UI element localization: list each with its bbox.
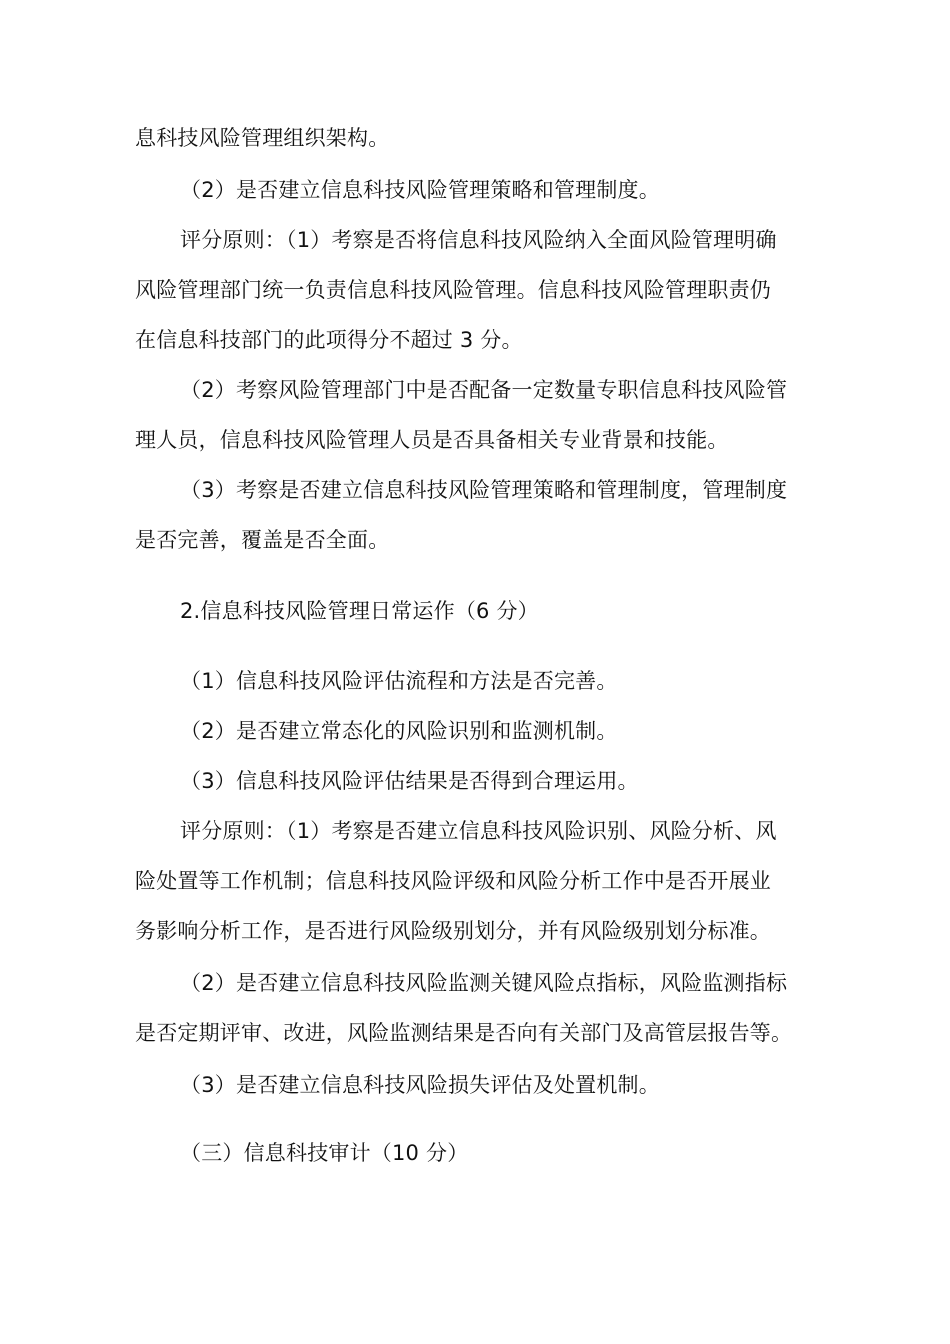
- paragraph-line: 风险管理部门统一负责信息科技风险管理。信息科技风险管理职责仍: [135, 278, 771, 302]
- paragraph-line: 评分原则：（1）考察是否将信息科技风险纳入全面风险管理明确: [180, 228, 777, 252]
- list-item: （1）信息科技风险评估流程和方法是否完善。: [180, 669, 618, 693]
- section-heading: （三）信息科技审计（10 分）: [180, 1141, 469, 1165]
- paragraph-line: 在信息科技部门的此项得分不超过 3 分。: [135, 328, 523, 352]
- section-heading: 2.信息科技风险管理日常运作（6 分）: [180, 599, 539, 623]
- paragraph-line: 理人员，信息科技风险管理人员是否具备相关专业背景和技能。: [135, 428, 729, 452]
- list-item: （2）是否建立信息科技风险监测关键风险点指标，风险监测指标: [180, 971, 788, 995]
- list-item: （3）考察是否建立信息科技风险管理策略和管理制度，管理制度: [180, 478, 788, 502]
- paragraph-line: 务影响分析工作，是否进行风险级别划分，并有风险级别划分标准。: [135, 919, 771, 943]
- list-item: （3）信息科技风险评估结果是否得到合理运用。: [180, 769, 639, 793]
- list-item: （2）是否建立信息科技风险管理策略和管理制度。: [180, 178, 660, 202]
- paragraph-line: 是否完善，覆盖是否全面。: [135, 528, 390, 552]
- list-item: （2）考察风险管理部门中是否配备一定数量专职信息科技风险管: [180, 378, 788, 402]
- paragraph-line: 息科技风险管理组织架构。: [135, 126, 390, 150]
- list-item: （3）是否建立信息科技风险损失评估及处置机制。: [180, 1073, 660, 1097]
- paragraph-line: 是否定期评审、改进，风险监测结果是否向有关部门及高管层报告等。: [135, 1021, 793, 1045]
- paragraph-line: 评分原则：（1）考察是否建立信息科技风险识别、风险分析、风: [180, 819, 777, 843]
- paragraph-line: 险处置等工作机制；信息科技风险评级和风险分析工作中是否开展业: [135, 869, 771, 893]
- list-item: （2）是否建立常态化的风险识别和监测机制。: [180, 719, 618, 743]
